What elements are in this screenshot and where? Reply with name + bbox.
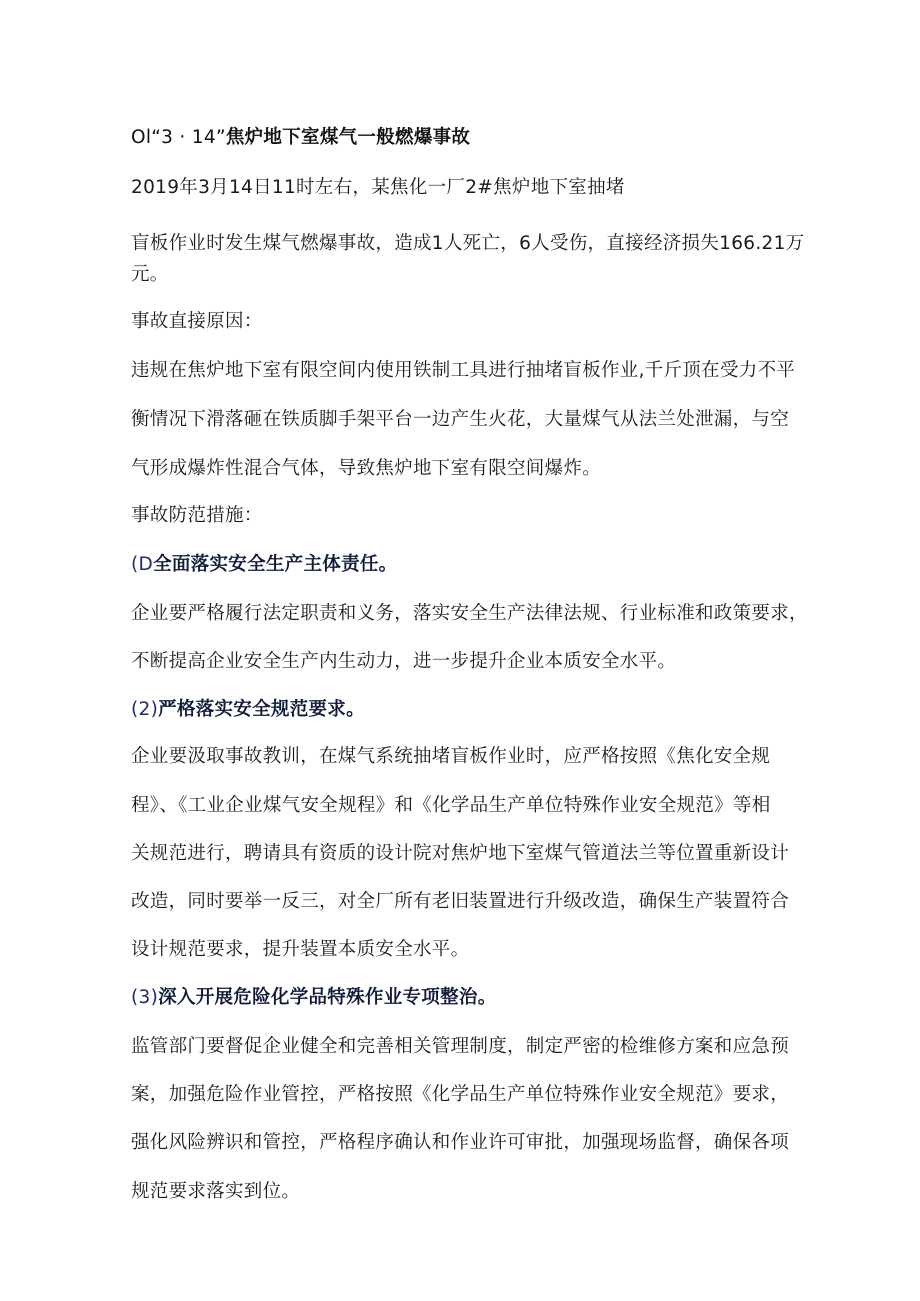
measure-line: 企业要严格履行法定职责和义务，落实安全生产法律法规、行业标准和政策要求， (131, 603, 808, 624)
measures-label: 事故防范措施： (131, 505, 263, 526)
intro-line: 2019年3月14日11时左右，某焦化一厂2#焦炉地下室抽堵 (131, 177, 625, 198)
intro-line: 盲板作业时发生煤气燃爆事故，造成1人死亡，6人受伤，直接经济损失166.21万 (131, 233, 805, 254)
measure-line: 不断提高企业安全生产内生动力，进一步提升企业本质安全水平。 (131, 651, 677, 672)
measure-line: 强化风险辨识和管控，严格程序确认和作业许可审批，加强现场监督，确保各项 (131, 1132, 790, 1153)
measure-number: (D (131, 554, 154, 575)
measure-heading-text: 深入开展危险化学品特殊作业专项整治。 (158, 987, 497, 1008)
measure-line: 监管部门要督促企业健全和完善相关管理制度，制定严密的检维修方案和应急预 (131, 1036, 790, 1057)
measure-line: 程》、《工业企业煤气安全规程》和《化学品生产单位特殊作业安全规范》等相 (131, 795, 771, 816)
measure-line: 案，加强危险作业管控，严格按照《化学品生产单位特殊作业安全规范》要求， (131, 1084, 790, 1105)
measure-heading (131, 985, 811, 1011)
measure-number: (2) (131, 699, 159, 720)
measure-heading-text: 全面落实安全生产主体责任。 (153, 554, 398, 575)
measure-line: 企业要汲取事故教训，在煤气系统抽堵盲板作业时，应严格按照《焦化安全规 (131, 746, 771, 767)
cause-line: 气形成爆炸性混合气体，导致焦炉地下室有限空间爆炸。 (131, 458, 602, 479)
measure-line: 关规范进行，聘请具有资质的设计院对焦炉地下室煤气管道法兰等位置重新设计 (131, 843, 790, 864)
title-prefix: Ol“3 · 14” (131, 127, 226, 148)
measure-heading-text: 严格落实安全规范要求。 (158, 699, 365, 720)
cause-line: 衡情况下滑落砸在铁质脚手架平台一边产生火花，大量煤气从法兰处泄漏，与空 (131, 409, 790, 430)
title-main: 焦炉地下室煤气一般燃爆事故 (225, 127, 471, 148)
measure-heading (131, 697, 811, 723)
measure-number: (3) (131, 987, 159, 1008)
measure-line: 规范要求落实到位。 (131, 1181, 301, 1202)
intro-line: 元。 (131, 264, 169, 285)
cause-line: 违规在焦炉地下室有限空间内使用铁制工具进行抽堵盲板作业,千斤顶在受力不平 (131, 360, 796, 381)
cause-label: 事故直接原因： (131, 311, 263, 332)
document-title (131, 125, 811, 151)
measure-line: 设计规范要求，提升装置本质安全水平。 (131, 939, 470, 960)
measure-heading (131, 552, 811, 578)
measure-line: 改造，同时要举一反三，对全厂所有老旧装置进行升级改造，确保生产装置符合 (131, 891, 790, 912)
